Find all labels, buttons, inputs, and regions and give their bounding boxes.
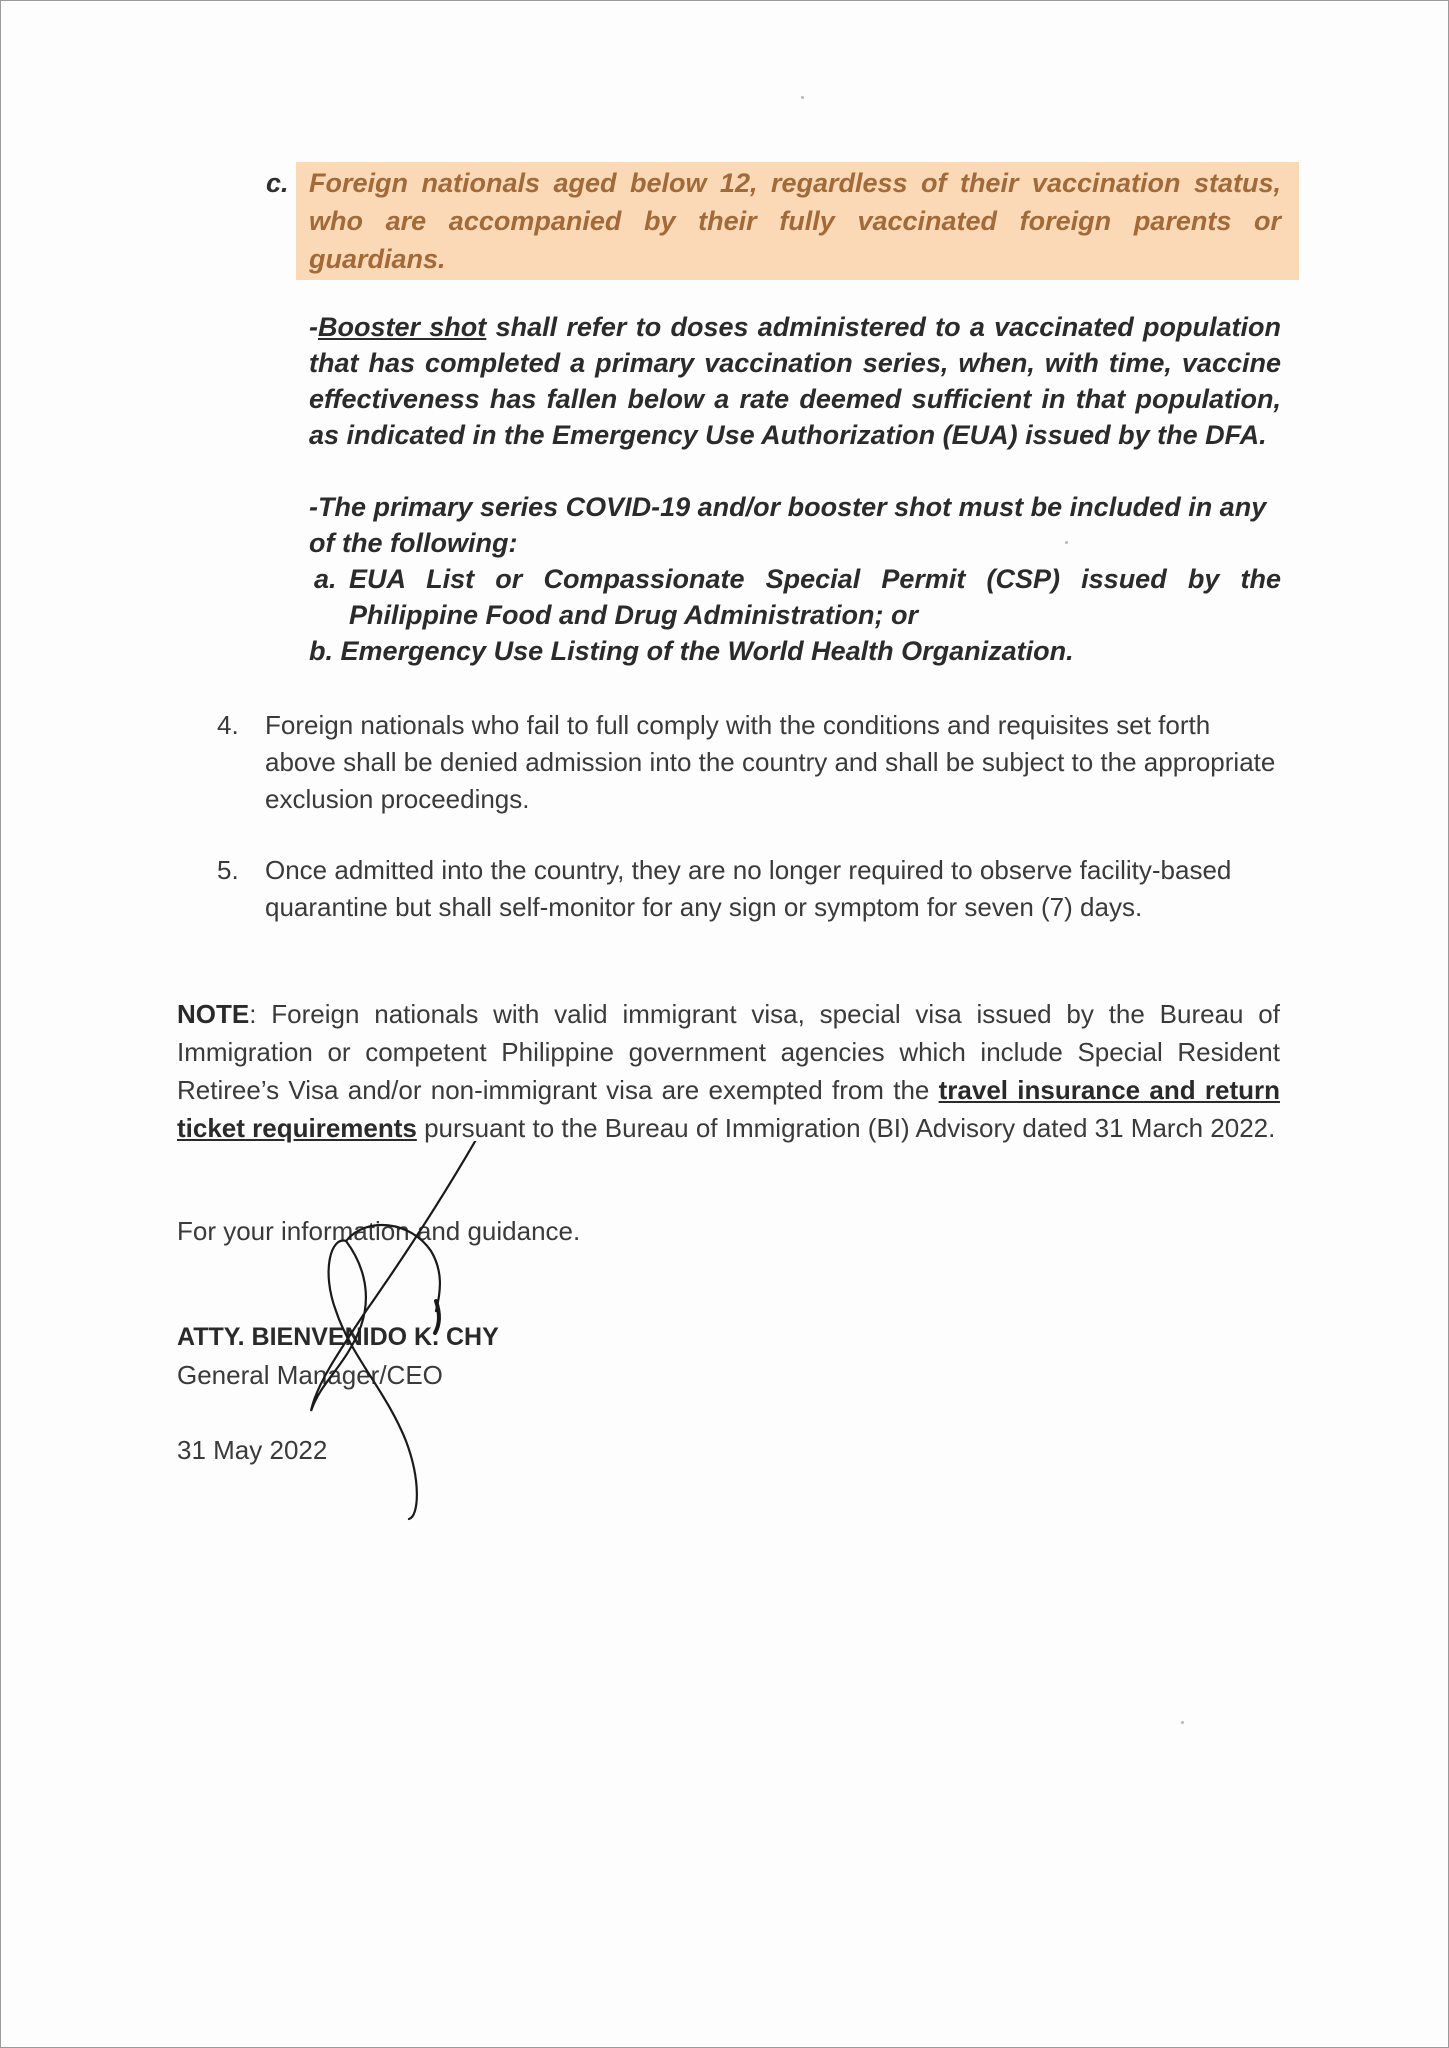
scan-speck [1181,1721,1184,1724]
primary-series-intro: -The primary series COVID-19 and/or booster shot must be included in any of the following: [309,492,1267,558]
note-emphasis: travel insurance and return ticket requirements [177,1075,1280,1143]
booster-shot-term: Booster shot [318,312,487,342]
item-c-text: Foreign nationals aged below 12, regardless of their vaccination status, who are accompanied by their fully vaccinated foreign parents or guardians. [309,168,1281,274]
item-4-number: 4. [217,710,239,740]
item-5-number: 5. [217,855,239,885]
scan-speck [801,96,804,99]
signatory-title: General Manager/CEO [177,1360,443,1390]
item-5-text: Once admitted into the country, they are no longer required to observe facility-based quarantine but shall self-monitor for any sign or symptom for seven (7) days. [265,855,1232,922]
booster-shot-definition [309,309,1281,453]
note-text-before: : Foreign nationals with valid immigrant visa, special visa issued by the Bureau of Immigration or competent Philippine government agencies which include Special Resident Retiree’s Visa and/or non-immigrant visa are exempted from the [177,999,1280,1105]
item-c-label: c. [266,168,289,198]
item-4-text: Foreign nationals who fail to full comply with the conditions and requisites set forth above shall be denied admission into the country and shall be subject to the appropriate exclusion proceedings. [265,710,1276,814]
note-paragraph [177,995,1280,1147]
document-date: 31 May 2022 [177,1435,328,1465]
booster-prefix: - [309,312,318,342]
closing-line: For your information and guidance. [177,1216,581,1246]
option-a-label: a. [314,564,337,594]
booster-definition-text: shall refer to doses administered to a vaccinated population that has completed a primary vaccination series, when, with time, vaccine effectiveness has fallen below a rate deemed sufficient in that population, as indicated in the Emergency Use Authorization (EUA) issued by the DFA. [309,312,1281,450]
note-label: NOTE [177,999,250,1029]
signatory-name: ATTY. BIENVENIDO K. CHY [177,1323,499,1351]
handwritten-signature [291,1141,491,1521]
note-text-after: pursuant to the Bureau of Immigration (BI) Advisory dated 31 March 2022. [416,1113,1276,1143]
option-a-text: EUA List or Compassionate Special Permit (CSP) issued by the Philippine Food and Drug Administration; or [349,564,1281,630]
option-b-text: b. Emergency Use Listing of the World Health Organization. [309,636,1074,666]
